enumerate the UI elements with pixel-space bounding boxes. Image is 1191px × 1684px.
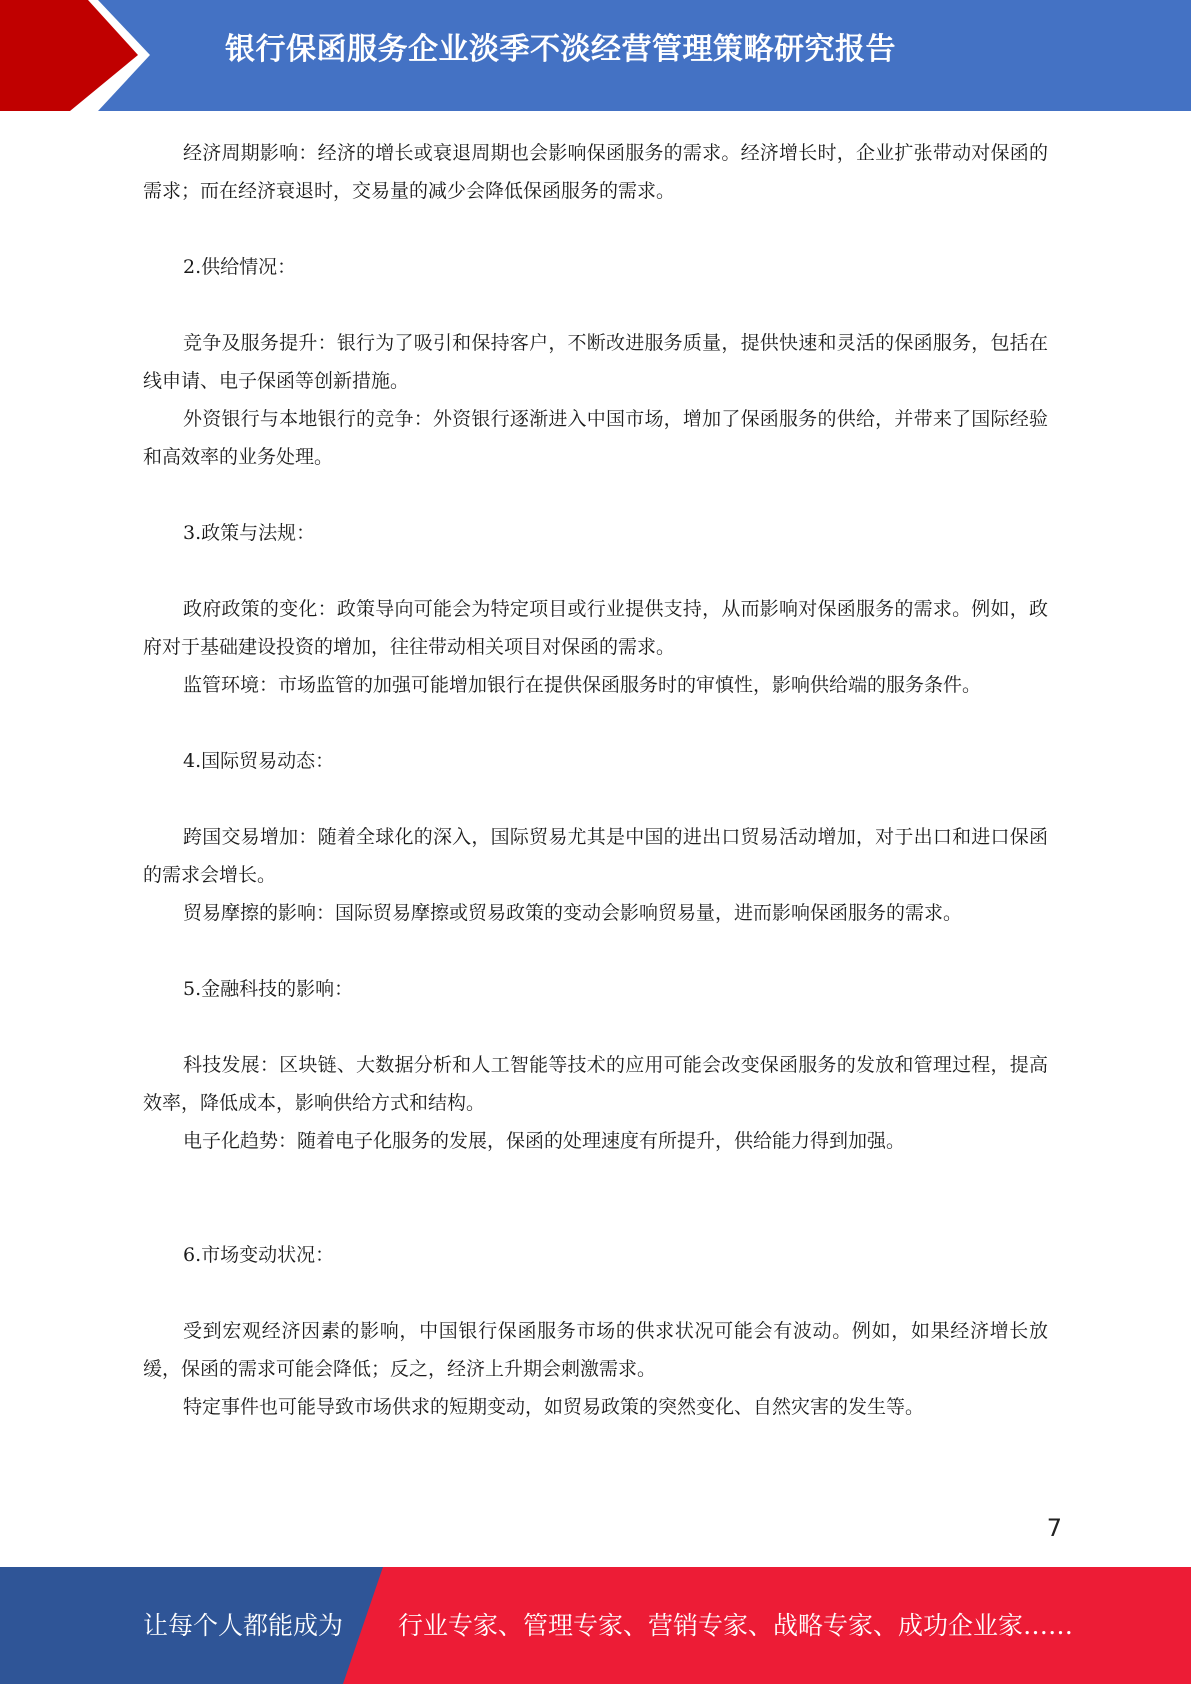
footer-slogan-right: 行业专家、管理专家、营销专家、战略专家、成功企业家……: [398, 1611, 1074, 1640]
section-5: [143, 970, 1048, 1160]
section-heading: 3.政策与法规：: [183, 522, 316, 544]
page-number: 7: [1046, 1514, 1062, 1542]
paragraph: 贸易摩擦的影响：国际贸易摩擦或贸易政策的变动会影响贸易量，进而影响保函服务的需求。: [183, 902, 963, 924]
section-2: [143, 248, 1048, 476]
paragraph: 科技发展：区块链、大数据分析和人工智能等技术的应用可能会改变保函服务的发放和管理过程，提高效率，降低成本，影响供给方式和结构。: [143, 1054, 1048, 1114]
paragraph: 竞争及服务提升：银行为了吸引和保持客户，不断改进服务质量，提供快速和灵活的保函服务，包括在线申请、电子保函等创新措施。: [143, 332, 1048, 392]
page-header: [0, 0, 1191, 111]
footer-slogan-left: 让每个人都能成为: [143, 1611, 344, 1640]
paragraph: 监管环境：市场监管的加强可能增加银行在提供保函服务时的审慎性，影响供给端的服务条件。: [183, 674, 982, 696]
report-body: [143, 134, 1048, 1426]
paragraph: 电子化趋势：随着电子化服务的发展，保函的处理速度有所提升，供给能力得到加强。: [183, 1130, 906, 1152]
paragraph: 政府政策的变化：政策导向可能会为特定项目或行业提供支持，从而影响对保函服务的需求。例如，政府对于基础建设投资的增加，往往带动相关项目对保函的需求。: [143, 598, 1048, 658]
section-heading: 4.国际贸易动态：: [183, 750, 335, 772]
section-heading: 6.市场变动状况：: [183, 1244, 335, 1266]
section-heading: 5.金融科技的影响：: [183, 978, 354, 1000]
paragraph: 跨国交易增加：随着全球化的深入，国际贸易尤其是中国的进出口贸易活动增加，对于出口和进口保函的需求会增长。: [143, 826, 1048, 886]
section-heading: 2.供给情况：: [183, 256, 297, 278]
paragraph: 经济周期影响：经济的增长或衰退周期也会影响保函服务的需求。经济增长时，企业扩张带动对保函的需求；而在经济衰退时，交易量的减少会降低保函服务的需求。: [143, 142, 1048, 202]
paragraph: 受到宏观经济因素的影响，中国银行保函服务市场的供求状况可能会有波动。例如，如果经济增长放缓，保函的需求可能会降低；反之，经济上升期会刺激需求。: [143, 1320, 1048, 1380]
paragraph: 外资银行与本地银行的竞争：外资银行逐渐进入中国市场，增加了保函服务的供给，并带来了国际经验和高效率的业务处理。: [143, 408, 1048, 468]
section-6: [143, 1236, 1048, 1426]
section-3: [143, 514, 1048, 704]
section-1: [143, 134, 1048, 210]
page-footer: [0, 1567, 1191, 1684]
document-title: 银行保函服务企业淡季不淡经营管理策略研究报告: [225, 32, 896, 67]
section-4: [143, 742, 1048, 932]
paragraph: 特定事件也可能导致市场供求的短期变动，如贸易政策的突然变化、自然灾害的发生等。: [183, 1396, 925, 1418]
